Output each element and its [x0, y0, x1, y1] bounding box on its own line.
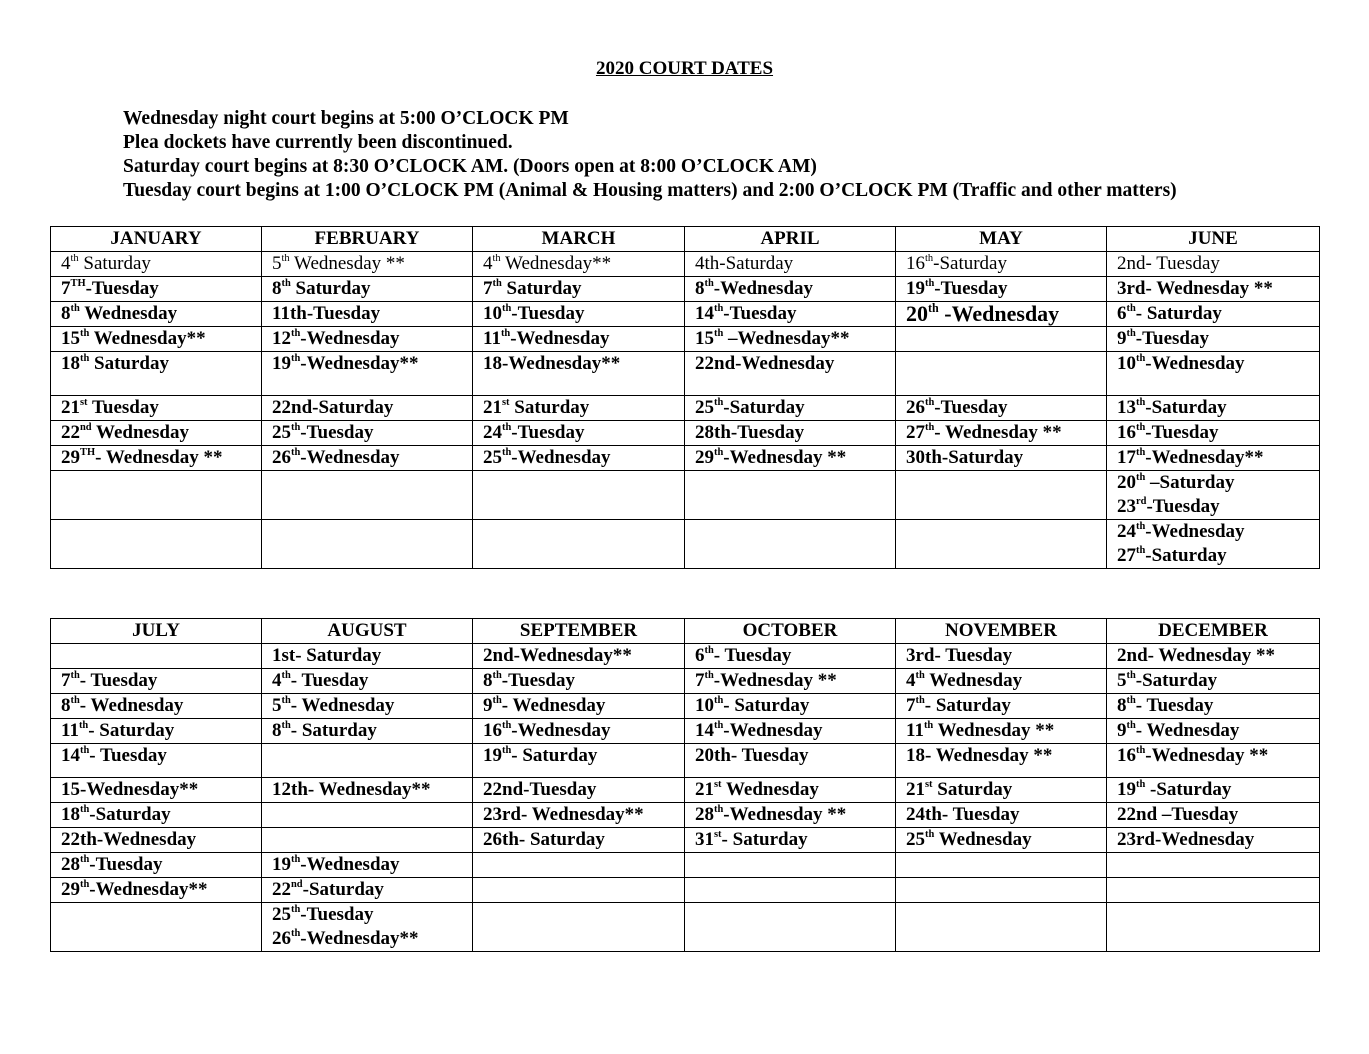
court-date-entry: 24th-Wednesday [1117, 521, 1245, 542]
court-date-cell [51, 744, 262, 778]
month-header: OCTOBER [685, 619, 896, 644]
court-date-entry: 14th-Tuesday [695, 303, 797, 324]
empty-cell [896, 903, 1107, 952]
note-wednesday-night: Wednesday night court begins at 5:00 O’CLOCK PM [123, 108, 569, 129]
court-date-entry: 5th-Saturday [1117, 670, 1218, 691]
court-dates-table-first-half [50, 226, 1320, 569]
court-date-cell [473, 446, 685, 471]
court-date-entry: 3rd- Wednesday ** [1117, 278, 1273, 299]
table-row [51, 778, 1320, 803]
court-date-cell [51, 719, 262, 744]
table-row [51, 744, 1320, 778]
empty-cell [473, 471, 685, 520]
court-date-entry: 26th-Tuesday [906, 397, 1008, 418]
table-row [51, 853, 1320, 878]
empty-cell [685, 878, 896, 903]
court-date-cell [262, 277, 473, 302]
court-date-cell [473, 352, 685, 396]
month-header: JUNE [1107, 227, 1320, 252]
note-saturday-court: Saturday court begins at 8:30 O’CLOCK AM. (Doors open at 8:00 O’CLOCK AM) [123, 156, 817, 177]
empty-cell [685, 471, 896, 520]
court-date-cell [1107, 644, 1320, 669]
court-date-entry: 19th-Tuesday [906, 278, 1008, 299]
court-date-cell [51, 803, 262, 828]
court-date-entry: 8th- Wednesday [61, 695, 184, 716]
table-row [51, 669, 1320, 694]
court-date-cell [896, 252, 1107, 277]
court-date-cell [473, 421, 685, 446]
court-date-cell [262, 903, 473, 952]
court-date-entry: 28th-Wednesday ** [695, 804, 847, 825]
court-date-cell [896, 302, 1107, 327]
court-date-cell [473, 327, 685, 352]
court-date-cell [685, 803, 896, 828]
court-date-cell [896, 644, 1107, 669]
court-date-cell [51, 669, 262, 694]
court-notes [123, 107, 1177, 203]
court-date-cell [262, 719, 473, 744]
empty-cell [51, 471, 262, 520]
court-date-cell [262, 694, 473, 719]
court-date-cell [262, 327, 473, 352]
court-date-entry: 9th-Tuesday [1117, 328, 1209, 349]
court-date-entry: 28th-Tuesday [695, 422, 805, 443]
empty-cell [685, 520, 896, 569]
court-date-entry: 11th Wednesday ** [906, 720, 1055, 741]
court-date-cell [51, 828, 262, 853]
court-date-cell [262, 302, 473, 327]
court-date-cell [1107, 669, 1320, 694]
court-date-cell [1107, 719, 1320, 744]
empty-cell [685, 903, 896, 952]
court-date-entry: 30th-Saturday [906, 447, 1024, 468]
court-date-entry: 18-Wednesday** [483, 353, 621, 374]
court-date-entry: 5th Wednesday ** [272, 253, 405, 274]
court-date-entry: 11th- Saturday [61, 720, 175, 741]
court-date-cell [685, 644, 896, 669]
note-tuesday-court: Tuesday court begins at 1:00 O’CLOCK PM (Animal & Housing matters) and 2:00 O’CLOCK PM (Traffic and other matters) [123, 180, 1177, 201]
court-date-cell [473, 744, 685, 778]
court-date-entry: 18th-Saturday [61, 804, 171, 825]
court-date-entry: 29th-Wednesday ** [695, 447, 847, 468]
empty-cell [262, 471, 473, 520]
court-date-entry: 25th-Saturday [695, 397, 805, 418]
court-date-cell [51, 778, 262, 803]
court-date-entry: 18th Saturday [61, 353, 169, 374]
court-date-cell [685, 352, 896, 396]
court-date-cell [473, 644, 685, 669]
empty-cell [1107, 903, 1320, 952]
court-date-entry: 20th -Wednesday [906, 301, 1060, 326]
empty-cell [896, 327, 1107, 352]
empty-cell [51, 644, 262, 669]
court-date-cell [473, 778, 685, 803]
court-date-cell [1107, 421, 1320, 446]
court-date-cell [1107, 520, 1320, 569]
table-row [51, 252, 1320, 277]
court-date-entry: 16th-Saturday [906, 253, 1007, 274]
court-date-cell [51, 396, 262, 421]
court-date-entry: 1st- Saturday [272, 645, 382, 666]
table-row [51, 446, 1320, 471]
court-date-entry: 27th- Wednesday ** [906, 422, 1062, 443]
table-row [51, 327, 1320, 352]
court-date-entry: 4th Saturday [61, 253, 151, 274]
court-date-cell [1107, 471, 1320, 520]
court-date-entry: 25th Wednesday [906, 829, 1032, 850]
court-date-entry: 10th-Wednesday [1117, 353, 1245, 374]
empty-cell [1107, 853, 1320, 878]
month-header-row [51, 619, 1320, 644]
court-date-entry: 27th-Saturday [1117, 545, 1227, 566]
empty-cell [473, 878, 685, 903]
court-date-cell [685, 446, 896, 471]
court-date-entry: 3rd- Tuesday [906, 645, 1013, 666]
empty-cell [51, 903, 262, 952]
month-header: FEBRUARY [262, 227, 473, 252]
court-date-entry: 8th- Tuesday [1117, 695, 1214, 716]
court-date-entry: 12th- Wednesday** [272, 779, 431, 800]
court-date-cell [262, 352, 473, 396]
court-date-entry: 26th-Wednesday [272, 447, 400, 468]
month-header: DECEMBER [1107, 619, 1320, 644]
court-date-cell [473, 694, 685, 719]
court-date-cell [51, 878, 262, 903]
court-date-entry: 8th-Wednesday [695, 278, 814, 299]
court-date-entry: 26th- Saturday [483, 829, 605, 850]
court-date-entry: 13th-Saturday [1117, 397, 1227, 418]
court-date-entry: 28th-Tuesday [61, 854, 163, 875]
court-date-cell [685, 327, 896, 352]
court-date-entry: 7th- Tuesday [61, 670, 158, 691]
court-date-cell [262, 669, 473, 694]
court-date-cell [473, 719, 685, 744]
court-date-entry: 14th-Wednesday [695, 720, 823, 741]
court-date-entry: 8th Wednesday [61, 303, 178, 324]
court-date-entry: 22th-Wednesday [61, 829, 197, 850]
court-date-entry: 17th-Wednesday** [1117, 447, 1264, 468]
court-date-entry: 22nd-Saturday [272, 879, 384, 900]
court-date-entry: 21st Tuesday [61, 397, 159, 418]
court-date-entry: 24th-Tuesday [483, 422, 585, 443]
court-date-entry: 16th-Wednesday ** [1117, 745, 1269, 766]
court-date-cell [51, 252, 262, 277]
court-date-entry: 25th-Tuesday [272, 422, 374, 443]
empty-cell [51, 520, 262, 569]
table-row [51, 471, 1320, 520]
court-date-entry: 23rd-Wednesday [1117, 829, 1255, 850]
court-date-cell [1107, 778, 1320, 803]
court-date-cell [896, 669, 1107, 694]
court-date-cell [473, 277, 685, 302]
empty-cell [262, 803, 473, 828]
court-date-entry: 15th Wednesday** [61, 328, 206, 349]
month-header: MARCH [473, 227, 685, 252]
court-date-entry: 5th- Wednesday [272, 695, 395, 716]
table-row [51, 520, 1320, 569]
court-date-cell [685, 719, 896, 744]
court-date-entry: 23rd- Wednesday** [483, 804, 644, 825]
court-date-entry: 9th- Wednesday [483, 695, 606, 716]
court-date-entry: 14th- Tuesday [61, 745, 167, 766]
court-date-cell [51, 421, 262, 446]
court-date-entry: 2nd-Wednesday** [483, 645, 632, 666]
court-date-cell [1107, 396, 1320, 421]
court-date-entry: 22nd –Tuesday [1117, 804, 1239, 825]
court-date-entry: 8th Saturday [272, 278, 371, 299]
court-date-entry: 2nd- Wednesday ** [1117, 645, 1276, 666]
court-date-entry: 29th-Wednesday** [61, 879, 208, 900]
court-date-entry: 19th- Saturday [483, 745, 598, 766]
month-header: JANUARY [51, 227, 262, 252]
empty-cell [896, 878, 1107, 903]
court-date-cell [51, 302, 262, 327]
empty-cell [262, 744, 473, 778]
court-date-cell [473, 669, 685, 694]
empty-cell [262, 520, 473, 569]
court-date-entry: 11th-Wednesday [483, 328, 610, 349]
court-date-entry: 23rd-Tuesday [1117, 496, 1220, 517]
court-date-entry: 8th- Saturday [272, 720, 377, 741]
court-date-entry: 7th Saturday [483, 278, 582, 299]
court-date-cell [473, 828, 685, 853]
court-date-cell [1107, 744, 1320, 778]
month-header: SEPTEMBER [473, 619, 685, 644]
court-date-cell [473, 803, 685, 828]
table-row [51, 644, 1320, 669]
court-date-entry: 22nd-Wednesday [695, 353, 835, 374]
table-row [51, 903, 1320, 952]
court-date-entry: 22nd-Saturday [272, 397, 394, 418]
court-date-cell [1107, 828, 1320, 853]
document-title: 2020 COURT DATES [595, 58, 774, 79]
empty-cell [1107, 878, 1320, 903]
court-date-cell [685, 302, 896, 327]
court-date-entry: 7th-Wednesday ** [695, 670, 837, 691]
court-date-entry: 21st Saturday [483, 397, 590, 418]
court-date-cell [685, 778, 896, 803]
court-date-entry: 11th-Tuesday [272, 303, 381, 324]
court-date-entry: 19th-Wednesday** [272, 353, 419, 374]
court-date-entry: 12th-Wednesday [272, 328, 400, 349]
table-row [51, 421, 1320, 446]
court-date-cell [262, 396, 473, 421]
court-date-cell [51, 446, 262, 471]
court-date-cell [896, 828, 1107, 853]
month-header: AUGUST [262, 619, 473, 644]
court-date-cell [473, 396, 685, 421]
court-date-cell [473, 302, 685, 327]
court-dates-table-second-half [50, 618, 1320, 952]
month-header: NOVEMBER [896, 619, 1107, 644]
court-date-entry: 26th-Wednesday** [272, 928, 419, 949]
court-date-cell [685, 396, 896, 421]
court-date-entry: 20th- Tuesday [695, 745, 809, 766]
empty-cell [896, 520, 1107, 569]
court-date-cell [473, 252, 685, 277]
court-date-entry: 31st- Saturday [695, 829, 808, 850]
court-date-cell [51, 327, 262, 352]
court-date-entry: 19th-Wednesday [272, 854, 400, 875]
table-row [51, 396, 1320, 421]
court-date-entry: 19th -Saturday [1117, 779, 1232, 800]
court-date-entry: 22nd Wednesday [61, 422, 189, 443]
court-date-cell [896, 778, 1107, 803]
table-row [51, 277, 1320, 302]
court-date-entry: 8th-Tuesday [483, 670, 575, 691]
table-row [51, 302, 1320, 327]
court-date-cell [685, 828, 896, 853]
court-date-cell [896, 277, 1107, 302]
court-date-entry: 4th Wednesday [906, 670, 1023, 691]
court-date-cell [685, 694, 896, 719]
empty-cell [473, 853, 685, 878]
court-date-entry: 4th Wednesday** [483, 253, 612, 274]
court-date-cell [896, 446, 1107, 471]
court-date-entry: 2nd- Tuesday [1117, 253, 1220, 274]
court-date-cell [1107, 352, 1320, 396]
court-date-cell [685, 421, 896, 446]
court-date-entry: 10th-Tuesday [483, 303, 585, 324]
court-date-entry: 20th –Saturday [1117, 472, 1235, 493]
court-date-cell [51, 694, 262, 719]
court-date-cell [896, 803, 1107, 828]
court-date-entry: 6th- Tuesday [695, 645, 792, 666]
court-date-entry: 29TH- Wednesday ** [61, 447, 223, 468]
court-date-cell [896, 421, 1107, 446]
month-header-row [51, 227, 1320, 252]
court-date-cell [1107, 302, 1320, 327]
table-row [51, 719, 1320, 744]
empty-cell [262, 828, 473, 853]
court-date-cell [1107, 252, 1320, 277]
court-date-entry: 16th-Tuesday [1117, 422, 1219, 443]
court-date-entry: 7TH-Tuesday [61, 278, 159, 299]
empty-cell [473, 903, 685, 952]
empty-cell [896, 471, 1107, 520]
court-date-cell [1107, 803, 1320, 828]
month-header: JULY [51, 619, 262, 644]
empty-cell [896, 853, 1107, 878]
court-date-cell [51, 853, 262, 878]
note-plea-dockets: Plea dockets have currently been discontinued. [123, 132, 513, 153]
table-row [51, 352, 1320, 396]
court-date-cell [262, 853, 473, 878]
court-date-cell [262, 878, 473, 903]
court-date-entry: 10th- Saturday [695, 695, 810, 716]
empty-cell [473, 520, 685, 569]
court-date-cell [51, 352, 262, 396]
court-date-cell [685, 669, 896, 694]
court-date-cell [1107, 327, 1320, 352]
court-date-entry: 21st Wednesday [695, 779, 819, 800]
court-date-entry: 4th- Tuesday [272, 670, 369, 691]
court-date-entry: 25th-Wednesday [483, 447, 611, 468]
court-date-cell [685, 277, 896, 302]
court-date-cell [262, 446, 473, 471]
court-date-entry: 18- Wednesday ** [906, 745, 1053, 766]
table-row [51, 878, 1320, 903]
court-date-cell [1107, 694, 1320, 719]
court-date-entry: 6th- Saturday [1117, 303, 1222, 324]
court-date-cell [896, 396, 1107, 421]
table-row [51, 694, 1320, 719]
court-date-entry: 16th-Wednesday [483, 720, 611, 741]
court-date-entry: 22nd-Tuesday [483, 779, 597, 800]
court-date-entry: 25th-Tuesday [272, 904, 374, 925]
court-date-cell [685, 744, 896, 778]
court-date-entry: 15th –Wednesday** [695, 328, 850, 349]
court-date-cell [262, 252, 473, 277]
empty-cell [685, 853, 896, 878]
court-date-cell [685, 252, 896, 277]
court-date-cell [51, 277, 262, 302]
table-row [51, 828, 1320, 853]
court-date-cell [896, 719, 1107, 744]
court-date-entry: 15-Wednesday** [61, 779, 199, 800]
court-date-cell [262, 421, 473, 446]
court-date-entry: 9th- Wednesday [1117, 720, 1240, 741]
month-header: APRIL [685, 227, 896, 252]
empty-cell [896, 352, 1107, 396]
court-date-cell [262, 778, 473, 803]
court-date-entry: 7th- Saturday [906, 695, 1011, 716]
court-date-entry: 24th- Tuesday [906, 804, 1020, 825]
court-date-entry: 4th-Saturday [695, 253, 794, 274]
month-header: MAY [896, 227, 1107, 252]
court-date-cell [1107, 277, 1320, 302]
court-date-cell [896, 744, 1107, 778]
court-date-entry: 21st Saturday [906, 779, 1013, 800]
table-row [51, 803, 1320, 828]
court-date-cell [1107, 446, 1320, 471]
court-date-cell [896, 694, 1107, 719]
court-date-cell [262, 644, 473, 669]
